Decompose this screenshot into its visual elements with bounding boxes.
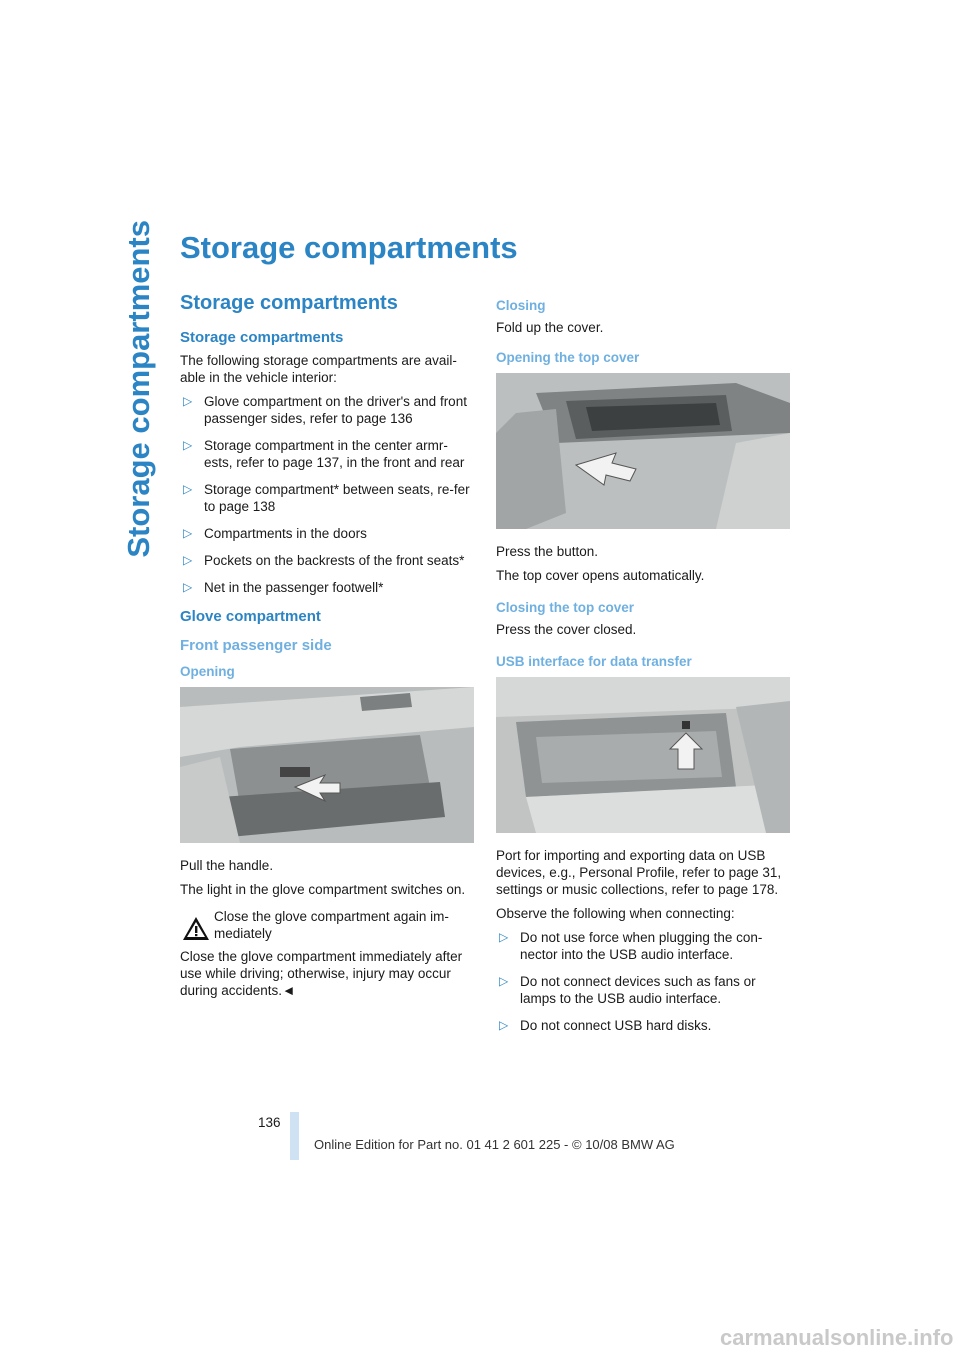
bullet-marker-icon: ▷ [183, 482, 193, 496]
usb-text: Port for importing and exporting data on USB devices, e.g., Personal Profile, refer to page 31, settings or music collections, refer to page 178. [496, 848, 782, 897]
glove-compartment-heading: Glove compartment [180, 608, 321, 625]
pull-handle-text: Pull the handle. [180, 858, 274, 873]
side-chapter-tab [122, 220, 156, 580]
warning-text: Close the glove compartment again im-mediately [214, 909, 449, 941]
closing-top-heading: Closing the top cover [496, 600, 635, 615]
chapter-title: Storage compartments [180, 230, 518, 265]
opening-heading: Opening [180, 664, 235, 679]
page-number: 136 [258, 1115, 281, 1130]
bullet-marker-icon: ▷ [183, 526, 193, 540]
press-cover-text: Press the cover closed. [496, 622, 637, 637]
closing-heading: Closing [496, 298, 546, 313]
left-column [180, 292, 474, 1006]
list-item: ▷ Net in the passenger footwell* [183, 580, 384, 595]
list-item: ▷ Storage compartment in the center armr-ests, refer to page 137, in the front and rear [183, 438, 465, 470]
edition-note: Online Edition for Part no. 01 41 2 601 225 - © 10/08 BMW AG [314, 1137, 675, 1152]
section-heading: Storage compartments [180, 292, 398, 314]
bullet-marker-icon: ▷ [499, 1018, 509, 1032]
footer-bar [290, 1112, 299, 1160]
bullet-marker-icon: ▷ [183, 394, 193, 408]
intro-text: The following storage compartments are avail-able in the vehicle interior: [180, 353, 457, 385]
top-cover-photo [496, 373, 790, 529]
warning-note [180, 908, 474, 942]
subsection-heading: Storage compartments [180, 329, 344, 346]
list-item: ▷ Pockets on the backrests of the front seats* [183, 553, 465, 568]
glove-compartment-photo [180, 687, 474, 843]
list-item: ▷ Glove compartment on the driver's and front passenger sides, refer to page 136 [183, 394, 467, 426]
usb-interface-photo [496, 677, 790, 833]
list-item: ▷ Do not connect USB hard disks. [499, 1018, 712, 1033]
top-opens-text: The top cover opens automatically. [496, 568, 705, 583]
usb-warning-list [496, 929, 790, 1034]
right-column [496, 298, 790, 1044]
compartment-list [180, 393, 474, 596]
side-chapter-label: Storage compartments [121, 220, 156, 558]
bullet-marker-icon: ▷ [183, 438, 193, 452]
list-item: ▷ Do not connect devices such as fans or lamps to the USB audio interface. [499, 974, 756, 1006]
list-item: ▷ Do not use force when plugging the con-nector into the USB audio interface. [499, 930, 763, 962]
bullet-marker-icon: ▷ [183, 580, 193, 594]
light-text: The light in the glove compartment switches on. [180, 882, 466, 897]
press-button-text: Press the button. [496, 544, 599, 559]
opening-top-heading: Opening the top cover [496, 350, 640, 365]
bullet-marker-icon: ▷ [499, 930, 509, 944]
watermark: carmanualsonline.info [720, 1325, 954, 1350]
warning-triangle-icon [182, 916, 210, 941]
closing-text: Fold up the cover. [496, 320, 604, 335]
bullet-marker-icon: ▷ [499, 974, 509, 988]
warning-body: Close the glove compartment immediately after use while driving; otherwise, injury may occur during accidents.◄ [180, 949, 463, 998]
list-item: ▷ Storage compartment* between seats, re-fer to page 138 [183, 482, 470, 514]
usb-heading: USB interface for data transfer [496, 654, 692, 669]
list-item: ▷ Compartments in the doors [183, 526, 367, 541]
bullet-marker-icon: ▷ [183, 553, 193, 567]
front-passenger-heading: Front passenger side [180, 637, 332, 654]
observe-text: Observe the following when connecting: [496, 906, 735, 921]
